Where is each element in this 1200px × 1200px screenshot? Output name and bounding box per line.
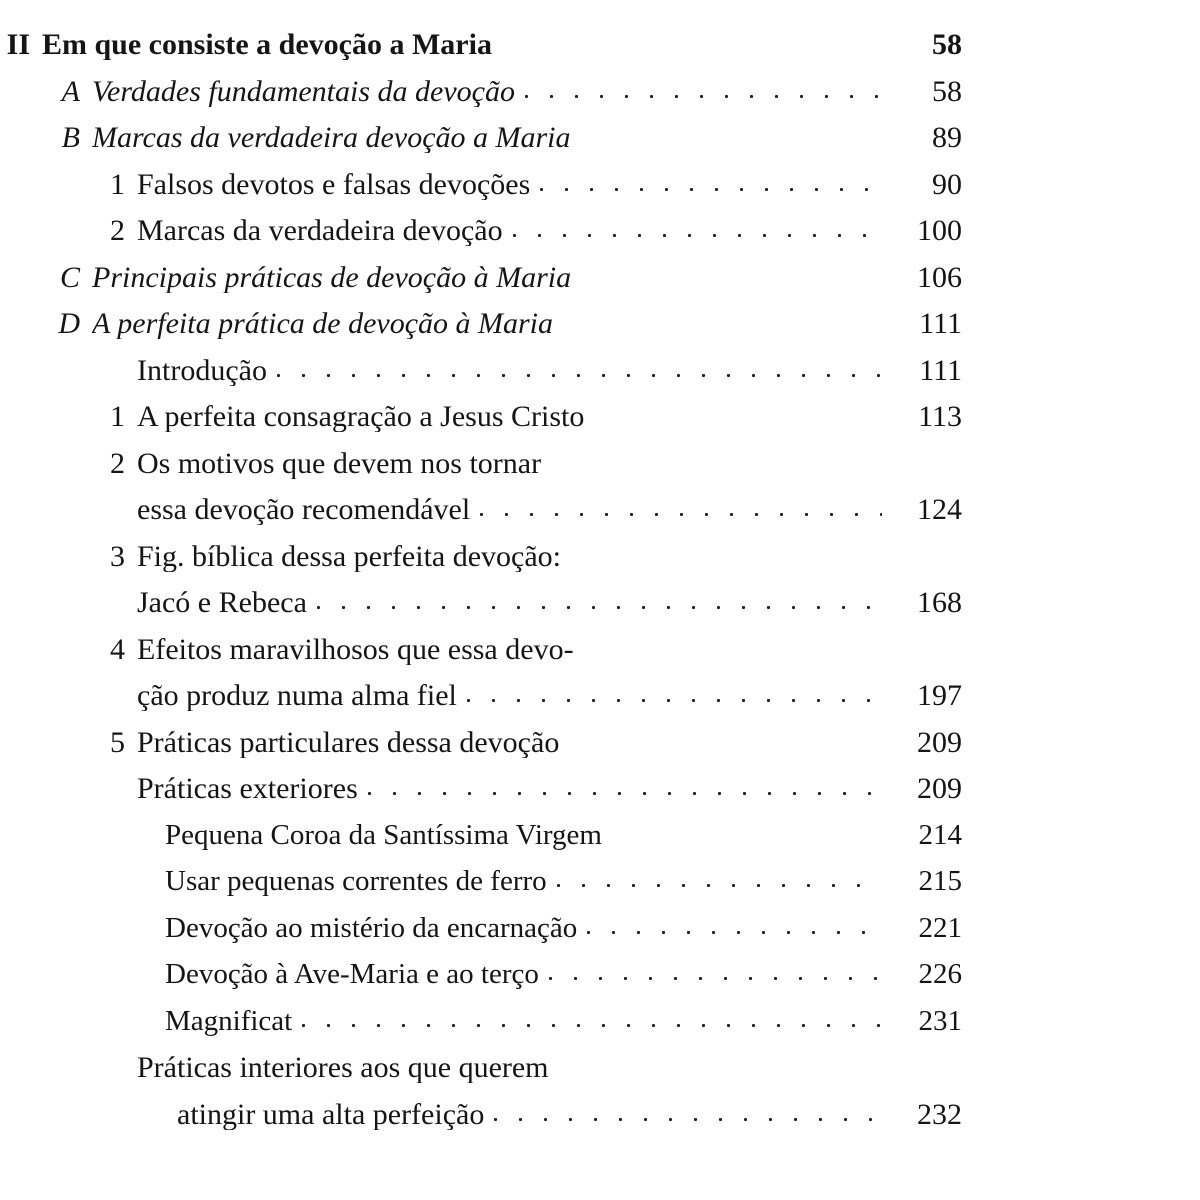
toc-entry-title-cell xyxy=(137,495,892,525)
toc-entry-title: Os motivos que devem nos tornar xyxy=(137,448,542,479)
toc-entry[interactable] xyxy=(0,30,962,77)
toc-entry-title: atingir uma alta perfeição xyxy=(177,1099,485,1130)
toc-entry[interactable] xyxy=(95,539,962,589)
toc-entry-title: Principais práticas de devoção à Maria xyxy=(92,262,572,293)
toc-entry-page-number: 106 xyxy=(917,260,962,294)
toc-entry[interactable] xyxy=(50,260,962,310)
toc-entry-page-number: 168 xyxy=(917,586,962,619)
toc-leader-dots xyxy=(525,85,882,101)
toc-entry-title-cell xyxy=(137,635,892,665)
toc-entry-title: Magnificat xyxy=(165,1006,293,1036)
toc-entry[interactable] xyxy=(50,123,962,170)
toc-entry[interactable] xyxy=(95,216,962,263)
toc-entry-marker: II xyxy=(6,28,30,61)
toc-entry-page-number: 231 xyxy=(918,1004,962,1037)
toc-entry[interactable] xyxy=(95,446,962,496)
toc-entry-title-cell xyxy=(165,1007,892,1036)
toc-entry-title: Marcas da verdadeira devoção xyxy=(137,216,503,246)
toc-entry-marker: D xyxy=(58,307,80,340)
toc-leader-dots xyxy=(587,921,882,937)
toc-leader-dots xyxy=(502,38,882,54)
toc-entry-page-number: 113 xyxy=(918,400,962,433)
toc-leader-dots xyxy=(277,364,882,380)
toc-entry[interactable] xyxy=(137,495,962,542)
toc-entry-title: Práticas interiores aos que querem xyxy=(137,1053,549,1083)
toc-entry-marker: B xyxy=(61,121,80,154)
toc-entry-title: Verdades fundamentais da devoção xyxy=(92,76,515,107)
toc-leader-dots xyxy=(549,967,882,983)
toc-entry-page-number: 124 xyxy=(917,493,962,526)
toc-entry-title: essa devoção recomendável xyxy=(137,495,471,525)
toc-leader-dots xyxy=(513,224,882,240)
toc-entry-title-cell xyxy=(165,867,892,896)
toc-leader-dots xyxy=(551,457,882,473)
toc-entry-title-cell xyxy=(137,356,892,386)
toc-entry-page-number: 100 xyxy=(917,214,962,247)
toc-entry-title-cell xyxy=(137,402,892,432)
toc-entry[interactable] xyxy=(95,725,962,775)
toc-entry-page-number: 111 xyxy=(919,307,962,340)
toc-entry-page-number: 221 xyxy=(918,911,962,944)
toc-leader-dots xyxy=(480,503,882,519)
toc-leader-dots xyxy=(563,317,882,333)
toc-leader-dots xyxy=(569,736,882,752)
toc-entry[interactable] xyxy=(50,309,962,356)
toc-entry[interactable] xyxy=(165,960,962,1007)
toc-entry-title: Práticas particulares dessa devoção xyxy=(137,727,560,758)
toc-entry-title: Usar pequenas correntes de ferro xyxy=(165,867,547,896)
toc-entry-title-cell xyxy=(92,123,892,153)
toc-entry-title: Introdução xyxy=(137,355,267,386)
toc-entry-title-cell xyxy=(92,263,892,293)
toc-leader-dots xyxy=(317,596,882,612)
toc-leader-dots xyxy=(581,271,882,287)
toc-entry-page-number: 209 xyxy=(917,772,962,805)
toc-entry-marker: 1 xyxy=(110,167,125,201)
toc-leader-dots xyxy=(494,1108,882,1124)
toc-entry-title-cell xyxy=(137,216,892,246)
toc-entry-title-cell xyxy=(92,77,892,107)
toc-entry-title: Falsos devotos e falsas devoções xyxy=(137,169,531,200)
toc-entry-page-number: 89 xyxy=(932,121,962,154)
toc-entry[interactable] xyxy=(137,774,962,821)
toc-entry-marker: 5 xyxy=(110,725,125,759)
toc-entry-title-cell xyxy=(177,1100,892,1130)
toc-entry-title-cell xyxy=(42,30,892,60)
toc-entry-title: A perfeita prática de devoção à Maria xyxy=(92,309,554,339)
toc-entry-marker: 2 xyxy=(110,446,125,480)
toc-entry-title: Jacó e Rebeca xyxy=(137,588,307,618)
toc-leader-dots xyxy=(559,1061,882,1077)
toc-entry[interactable] xyxy=(95,167,962,217)
toc-entry-page-number: 232 xyxy=(917,1097,962,1131)
toc-leader-dots xyxy=(584,643,882,659)
toc-entry-title-cell xyxy=(137,170,892,200)
toc-leader-dots xyxy=(557,874,882,890)
toc-entry-title: Marcas da verdadeira devoção a Maria xyxy=(92,123,571,153)
toc-entry[interactable] xyxy=(137,353,962,403)
toc-entry[interactable] xyxy=(165,911,962,961)
toc-entry-page-number: 215 xyxy=(918,865,962,897)
toc-entry-title-cell xyxy=(165,914,892,943)
toc-leader-dots xyxy=(571,550,882,566)
toc-leader-dots xyxy=(612,828,882,844)
toc-entry-marker: 2 xyxy=(110,214,125,247)
toc-entry-page-number: 90 xyxy=(932,167,962,201)
toc-entry-marker: C xyxy=(59,260,80,294)
toc-entry-page-number: 214 xyxy=(918,818,962,851)
toc-entry-marker: A xyxy=(61,74,80,108)
toc-entry-title-cell xyxy=(92,309,892,339)
toc-entry[interactable] xyxy=(165,818,962,868)
toc-entry-title-cell xyxy=(137,588,892,618)
toc-entry-page-number: 209 xyxy=(917,725,962,759)
toc-leader-dots xyxy=(467,689,882,705)
toc-entry-title-cell xyxy=(137,681,892,711)
toc-entry-title-cell xyxy=(165,960,892,989)
toc-entry-title: Efeitos maravilhosos que essa devo- xyxy=(137,634,574,665)
toc-entry[interactable] xyxy=(95,402,962,449)
toc-entry-marker: 3 xyxy=(110,539,125,573)
toc-entry[interactable] xyxy=(177,1097,962,1147)
toc-entry-title: Em que consiste a devoção a Maria xyxy=(42,30,492,60)
toc-entry-title: Pequena Coroa da Santíssima Virgem xyxy=(165,820,602,850)
toc-entry-title-cell xyxy=(137,449,892,479)
toc-entry-page-number: 197 xyxy=(917,679,962,712)
toc-entry-title-cell xyxy=(137,542,892,572)
toc-entry-title-cell xyxy=(137,1053,892,1083)
toc-entry[interactable] xyxy=(50,74,962,124)
toc-entry[interactable] xyxy=(137,588,962,635)
toc-entry-title: Devoção ao mistério da encarnação xyxy=(165,913,578,943)
toc-leader-dots xyxy=(302,1014,882,1030)
toc-entry[interactable] xyxy=(165,867,962,914)
toc-leader-dots xyxy=(581,131,882,147)
toc-entry-marker: 1 xyxy=(110,400,125,433)
toc-leader-dots xyxy=(540,178,882,194)
toc-leader-dots xyxy=(368,782,882,798)
toc-entry-marker: 4 xyxy=(110,632,125,666)
toc-entry-title: Devoção à Ave-Maria e ao terço xyxy=(165,960,539,989)
toc-entry-title-cell xyxy=(165,821,892,850)
toc-entry-title: ção produz numa alma fiel xyxy=(137,681,457,711)
toc-entry[interactable] xyxy=(165,1004,962,1054)
toc-entry-title-cell xyxy=(137,774,892,804)
toc-entry-page-number: 226 xyxy=(918,958,962,990)
toc-entry[interactable] xyxy=(95,632,962,682)
toc-entry-title-cell xyxy=(137,728,892,758)
toc-entry-page-number: 111 xyxy=(919,353,962,387)
toc-entry[interactable] xyxy=(137,1053,962,1100)
toc-entry[interactable] xyxy=(137,681,962,728)
toc-entry-title: Fig. bíblica dessa perfeita devoção: xyxy=(137,541,562,572)
toc-entry-page-number: 58 xyxy=(932,74,962,108)
toc-leader-dots xyxy=(594,410,882,426)
toc-entry-title: Práticas exteriores xyxy=(137,774,358,804)
toc-entry-title: A perfeita consagração a Jesus Cristo xyxy=(137,402,585,432)
toc-entry-page-number: 58 xyxy=(932,28,962,61)
